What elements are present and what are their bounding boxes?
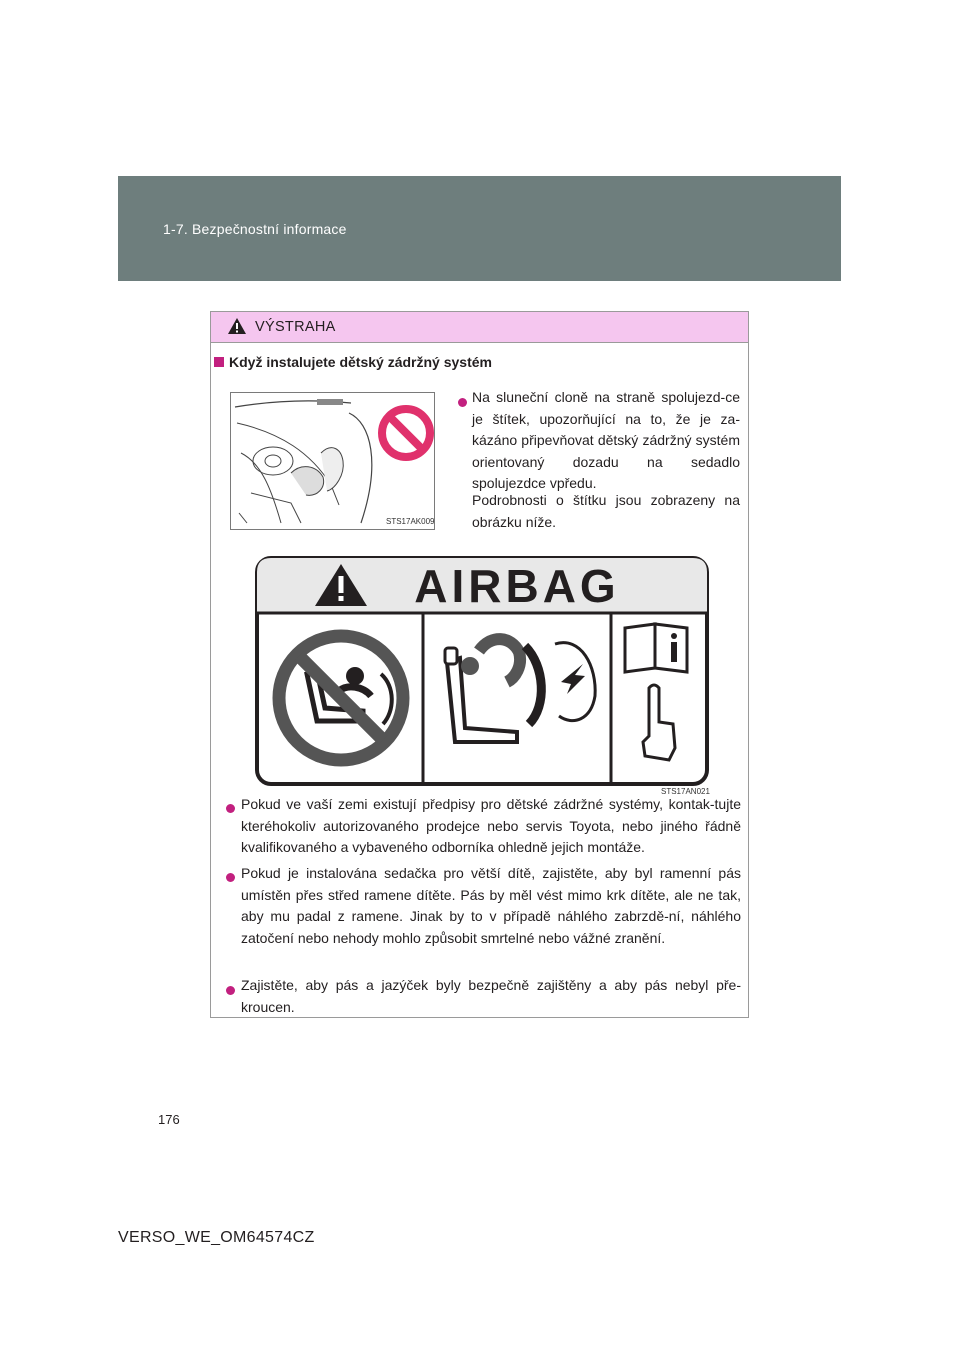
- airbag-label-text: AIRBAG: [414, 560, 620, 612]
- airbag-warning-label: [255, 556, 709, 786]
- image-code: STS17AN021: [661, 787, 710, 796]
- document-code: VERSO_WE_OM64574CZ: [118, 1229, 315, 1246]
- section-header-band: [118, 176, 841, 281]
- bullet-icon: [226, 804, 235, 813]
- car-interior-drawing: [231, 393, 434, 529]
- section-title: 1-7. Bezpečnostní informace: [163, 221, 347, 237]
- warning-box: [210, 311, 749, 1018]
- warning-title: VÝSTRAHA: [255, 319, 336, 335]
- warning-header: [211, 312, 748, 343]
- bullet-paragraph: Pokud ve vaší zemi existují předpisy pro dětské zádržné systémy, kontak-tujte kteréhokoliv autorizovaného prodejce nebo servis Toyota, nebo jiného řádně kvalifikovaného a vybaveného odborníka ohledně jejich montáže.: [241, 796, 741, 855]
- warning-subheading: Když instalujete dětský zádržný systém: [214, 354, 492, 370]
- manual-book-icon: [625, 624, 687, 672]
- no-rear-facing-seat-icon: [279, 636, 403, 760]
- airbag-label-figure: [255, 556, 710, 796]
- image-code: STS17AK009: [386, 517, 435, 526]
- bullet-icon: [458, 398, 467, 407]
- square-bullet-icon: [214, 357, 224, 367]
- page-number: 176: [158, 1112, 180, 1127]
- sun-visor-illustration: [230, 392, 435, 530]
- warning-triangle-icon: [227, 317, 247, 335]
- bullet-paragraph: Pokud je instalována sedačka pro větší dítě, zajistěte, aby byl ramenní pás umístěn přes střed ramene dítěte. Pás by měl vést mimo krk dítěte, ale ne tak, aby mu padal z ramene. Jinak by to v případě náhlého zabrzdě-ní, náhlého zatočení nebo nehody mohlo způsobit smrtelné nebo vážné zranění.: [241, 865, 741, 946]
- bullet-paragraph: Zajistěte, aby pás a jazýček byly bezpečně zajištěny a aby pás nebyl pře-kroucen.: [241, 977, 741, 1015]
- bullet-icon: [226, 986, 235, 995]
- bullet-paragraph: Na sluneční cloně na straně spolujezd-ce je štítek, upozorňující na to, že je za-kázáno připevňovat dětský zádržný systém orientovaný dozadu na sedadlo spolujezdce vpředu.: [472, 389, 740, 491]
- bullet-icon: [226, 873, 235, 882]
- bullet-paragraph: Podrobnosti o štítku jsou zobrazeny na obrázku níže.: [472, 492, 740, 530]
